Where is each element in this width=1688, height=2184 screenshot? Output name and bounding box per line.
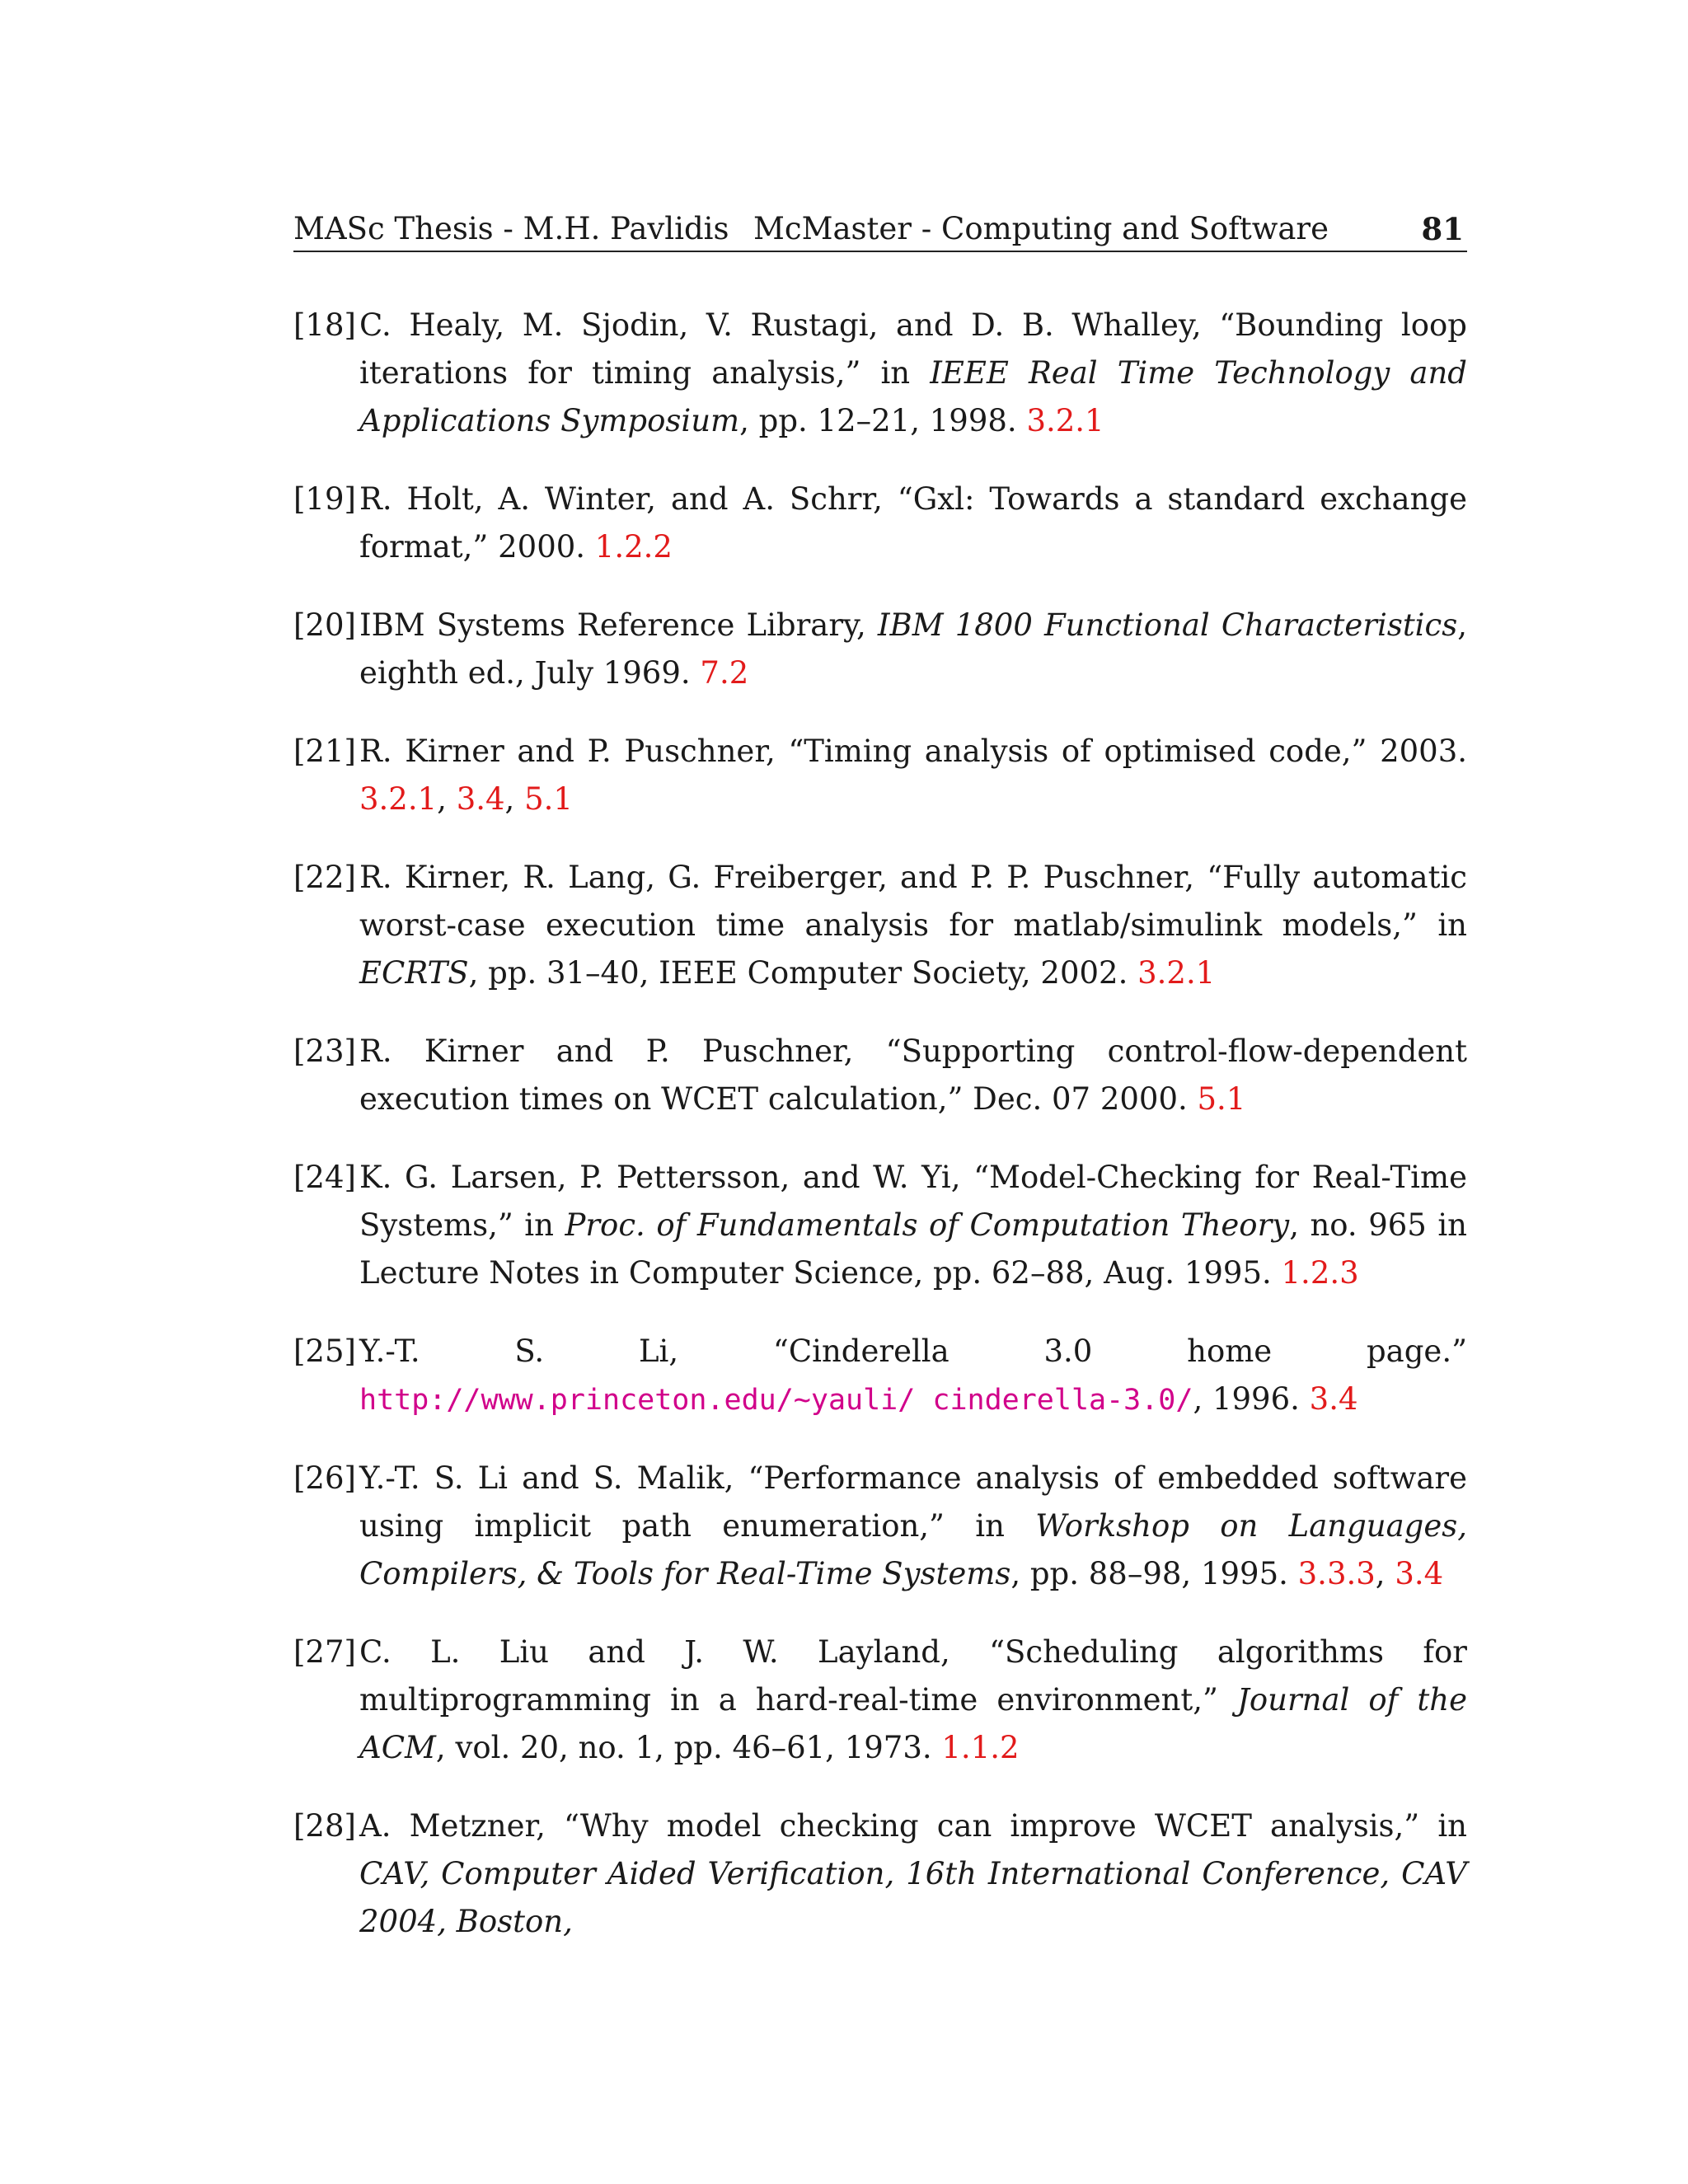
reference-item [293,1455,1467,1598]
section-backref-link[interactable]: 3.2.1 [1026,403,1104,438]
reference-text-segment: , [437,781,457,817]
reference-text [359,302,1467,445]
reference-text [359,854,1467,997]
reference-number: [26] [293,1460,356,1496]
reference-number: [28] [293,1808,356,1844]
section-backref-link[interactable]: 7.2 [700,655,749,691]
reference-text-segment: K. G. Larsen, P. Pettersson, and W. Yi, “Model-Checking for Real-Time Systems,” in [359,1160,1467,1243]
reference-item [293,302,1467,445]
reference-text-segment: , eighth ed., July 1969. [359,607,1467,691]
reference-title-italic: Journal of the ACM [359,1682,1467,1765]
reference-text-segment: Y.-T. S. Li, “Cinderella 3.0 home page.” [359,1333,1467,1369]
reference-title-italic: Workshop on Languages, Compilers, & Tools for Real-Time Systems [359,1508,1468,1591]
reference-text-segment: IBM Systems Reference Library, [359,607,878,643]
reference-number: [19] [293,481,356,517]
reference-text-segment: , vol. 20, no. 1, pp. 46–61, 1973. [435,1730,942,1765]
reference-item [293,1802,1467,1946]
reference-number: [23] [293,1033,356,1069]
section-backref-link[interactable]: 3.4 [1395,1556,1444,1591]
reference-item [293,476,1467,571]
section-backref-link[interactable]: 5.1 [1197,1081,1246,1117]
reference-text-segment: , 1996. [1193,1381,1310,1417]
reference-title-italic: Proc. of Fundamentals of Computation Theory [565,1207,1290,1243]
reference-text [359,1629,1467,1772]
reference-text-segment: C. Healy, M. Sjodin, V. Rustagi, and D. B. Whalley, “Bounding loop iterations for timing analysis,” in [359,307,1467,391]
reference-text-segment: , [1375,1556,1395,1591]
section-backref-link[interactable]: 3.4 [456,781,505,817]
section-backref-link[interactable]: 3.3.3 [1297,1556,1376,1591]
section-backref-link[interactable]: 1.2.2 [594,529,673,565]
page-number: 81 [1421,211,1464,247]
reference-text-segment: R. Kirner, R. Lang, G. Freiberger, and P. P. Puschner, “Fully automatic worst-case execution time analysis for matlab/simulink models,” in [359,860,1467,943]
reference-text-segment: R. Holt, A. Winter, and A. Schrr, “Gxl: Towards a standard exchange format,” 2000. [359,481,1467,565]
reference-title-italic: IBM 1800 Functional Characteristics [877,607,1458,643]
reference-text [359,728,1467,823]
reference-item [293,602,1467,697]
header-thesis-author: MASc Thesis - M.H. Pavlidis [293,211,729,246]
reference-text-segment: C. L. Liu and J. W. Layland, “Scheduling algorithms for multiprogramming in a hard-real-time environment,” [359,1634,1467,1718]
reference-number: [25] [293,1333,356,1369]
reference-url-link[interactable]: http://www.princeton.edu/~yauli/ cinderella-3.0/ [359,1384,1193,1417]
reference-number: [27] [293,1634,356,1670]
reference-text-segment: A. Metzner, “Why model checking can improve WCET analysis,” in [359,1808,1467,1844]
reference-text-segment: , no. 965 in Lecture Notes in Computer Science, pp. 62–88, Aug. 1995. [359,1207,1468,1291]
section-backref-link[interactable]: 5.1 [524,781,573,817]
section-backref-link[interactable]: 3.2.1 [1137,955,1216,991]
reference-text-segment: , pp. 31–40, IEEE Computer Society, 2002. [468,955,1138,991]
reference-text [359,1455,1467,1598]
reference-text-segment: , pp. 12–21, 1998. [739,403,1027,438]
reference-text-segment: Y.-T. S. Li and S. Malik, “Performance analysis of embedded software using implicit path enumeration,” in [359,1460,1467,1544]
reference-item [293,1629,1467,1772]
reference-text [359,602,1467,697]
reference-title-italic: IEEE Real Time Technology and Applications Symposium [359,355,1467,438]
reference-text [359,1028,1467,1123]
section-backref-link[interactable]: 1.1.2 [941,1730,1020,1765]
section-backref-link[interactable]: 3.4 [1309,1381,1358,1417]
reference-title-italic: ECRTS [359,955,469,991]
reference-number: [18] [293,307,356,343]
reference-list [293,302,1467,1976]
reference-text-segment: , [504,781,525,817]
reference-number: [21] [293,733,356,769]
reference-item [293,1028,1467,1123]
reference-number: [22] [293,860,356,895]
reference-item [293,854,1467,997]
reference-item [293,1154,1467,1297]
reference-number: [24] [293,1160,356,1195]
header-department: McMaster - Computing and Software [753,211,1329,246]
reference-item [293,728,1467,823]
running-header [293,208,1467,251]
reference-item [293,1328,1467,1424]
header-rule [293,251,1467,252]
reference-text [359,1154,1467,1297]
section-backref-link[interactable]: 3.2.1 [359,781,438,817]
reference-text-segment: , pp. 88–98, 1995. [1010,1556,1298,1591]
section-backref-link[interactable]: 1.2.3 [1281,1255,1359,1291]
reference-text-segment: R. Kirner and P. Puschner, “Supporting control-flow-dependent execution times on WCET calculation,” Dec. 07 2000. [359,1033,1467,1117]
reference-title-italic: CAV, Computer Aided Verification, 16th International Conference, CAV 2004, Boston, [359,1856,1467,1939]
reference-text [359,1802,1467,1946]
reference-text-segment: R. Kirner and P. Puschner, “Timing analysis of optimised code,” 2003. [359,733,1467,769]
reference-number: [20] [293,607,356,643]
reference-text [359,476,1467,571]
reference-text [359,1328,1467,1424]
